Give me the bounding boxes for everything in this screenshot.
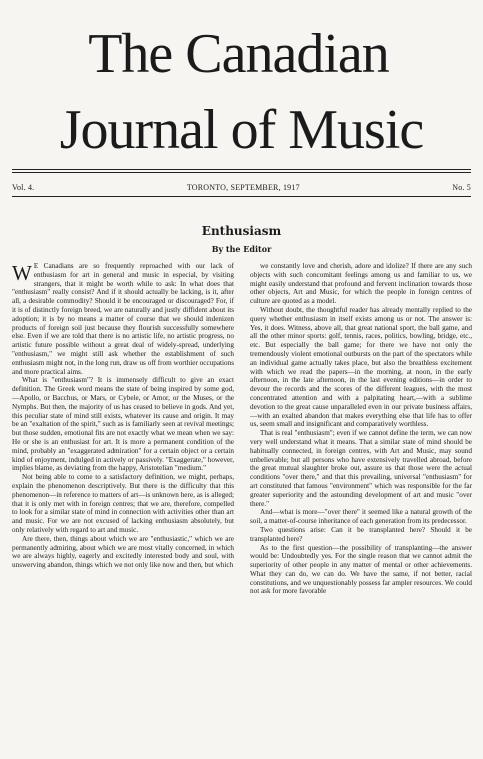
article-paragraph: That is real "enthusiasm"; even if we cannot define the term, we can now very well understand what it means. That a similar state of mind should be habitually connected, in foreign centres, with Art and Music, may sound unbelievable; but all persons who have extensively travelled abroad, before the great mutual slaughter broke out, assure us that those were the actual conditions "over there," and that this prevailing, universal "enthusiasm" for art constituted that famous "environment" which was responsible for the far greater superiority and the astounding development of art and music "over there." <box>250 429 472 508</box>
article-paragraph: we constantly love and cherish, adore and idolize? If there are any such objects with such concomitant feelings among us and familiar to us, we might easily understand that profound and fervent inclination towards those other objects, Art and Music, for which the people in foreign centres of culture are quoted as a model. <box>250 262 472 306</box>
article-byline: By the Editor <box>211 244 272 254</box>
issue-place-date: TORONTO, SEPTEMBER, 1917 <box>186 183 300 192</box>
article-paragraph: Not being able to come to a satisfactory definition, we might, perhaps, explain the phenomenon descriptively. But there is the difficulty that this phenomenon—in reference to matters of art—is unknown here, as is alleged; that it is only met with in foreign centres; that we are, therefore, compelled to look for a similar state of mind in connection with activities other than art and music. For we are not excused of lacking enthusiasm absolutely, but only relatively with regard to art and music. <box>12 473 234 534</box>
article-title: Enthusiasm <box>201 224 282 238</box>
left-column <box>12 262 234 754</box>
issue-rule <box>12 196 471 197</box>
right-column <box>250 262 472 754</box>
article-body <box>12 262 472 754</box>
masthead-title-line2: Journal of Music <box>59 99 424 161</box>
issue-volume: Vol. 4. <box>12 183 35 192</box>
article-paragraph: As to the first question—the possibility of transplanting—the answer would be: Undoubtedly yes. For the single reason that we cannot admit the superiority of other people in any matter of mental or other achievements. What they can do, we can do. We have the same, if not better, racial constitutions, and we unquestionably possess far ampler resources. We could not ask for more favorable <box>250 543 472 596</box>
issue-line <box>12 183 471 192</box>
masthead-rule-inner <box>12 172 471 173</box>
article-paragraph: Two questions arise: Can it be transplanted here? Should it be transplanted here? <box>250 525 472 543</box>
masthead <box>0 23 483 162</box>
article-paragraph: What is "enthusiasm"? It is immensely difficult to give an exact definition. The Greek word means the state of being inspired by some god,—Apollo, or Bacchus, or Mars, or Cybele, or Amor, or the Muses, or the Nymphs. But then, the majority of us has ceased to believe in gods. And yet, this peculiar state of mind still exists, whatever its cause and origin. It may be an "exaltation of the spirit," such as is familiarly seen at revival meetings; but those sudden, emotional fits are not exactly what we mean when we say: He or she is an enthusiast for art. It is more a permanent condition of the mind, probably an "exaggerated admiration" for a certain object or a certain kind of enjoyment, indulged in actively or passively. "Exaggerate," however, implies blame, as deviating from the happy, Aristotelian "medium." <box>12 376 234 473</box>
issue-number: No. 5 <box>452 183 471 192</box>
article-paragraph: Without doubt, the thoughtful reader has already mentally replied to the query whether enthusiasm in itself exists among us or not. The answer is: Yes, it does. Witness, above all, that great national sport, the ball game, and all the other minor sports: golf, tennis, races, politics, bowling, bridge, etc., etc. But especially the ball game; for there we have not only the tremendously violent emotional outbursts on the part of the spectators while an individual game actually takes place, but also the breathless excitement with which we read the papers—in the morning, at noon, in the early afternoon, in the late afternoon, in the last evening editions—in order to devour the records and the scores of the different leagues, with the most concentrated attention and with a palpitating heart,—with a sublime devotion to the great cause unparalleled even in our private business affairs,—with an exalted abandon that makes everything else that life has to offer us, seem small and insignificant and comparatively worthless. <box>250 305 472 429</box>
article-paragraph: And—what is more—"over there" it seemed like a natural growth of the soil, a matter-of-course inheritance of each generation from its predecessor. <box>250 508 472 526</box>
article-paragraph: Are there, then, things about which we are "enthusiastic," which we are permanently admiring, about which we are most vitally concerned, in which we are always highly, eagerly and excitedly interested body and soul, with unswerving abandon, things which we not only like now and then, but which <box>12 534 234 570</box>
drop-cap: W <box>12 262 32 285</box>
article-paragraph: W E Canadians are so frequently reproached with our lack of enthusiasm for art in general and music in especial, by visiting strangers, that it might be worth while to ask: In what does that "enthusiasm" really consist? And if it should actually be lacking, is it, after all, a desirable commodity? Should it be encouraged or discouraged? For, if it is of distinctly foreign breed, we are naturally and justly diffident about its adoption; it is by no means a matter of course that we should indenizen products of foreign soil just because they flourish successfully somewhere else. Even if we are told that there is no artistic life, no artistic progress, no artistic future possible without a great deal of widely-spread, underlying "enthusiasm," we might still ask whether the establishment of such enthusiasm might not, in the long run, draw us off from worthier occupations and more practical aims. <box>12 262 234 376</box>
masthead-rule <box>12 169 471 170</box>
masthead-title-line1: The Canadian <box>88 23 389 85</box>
